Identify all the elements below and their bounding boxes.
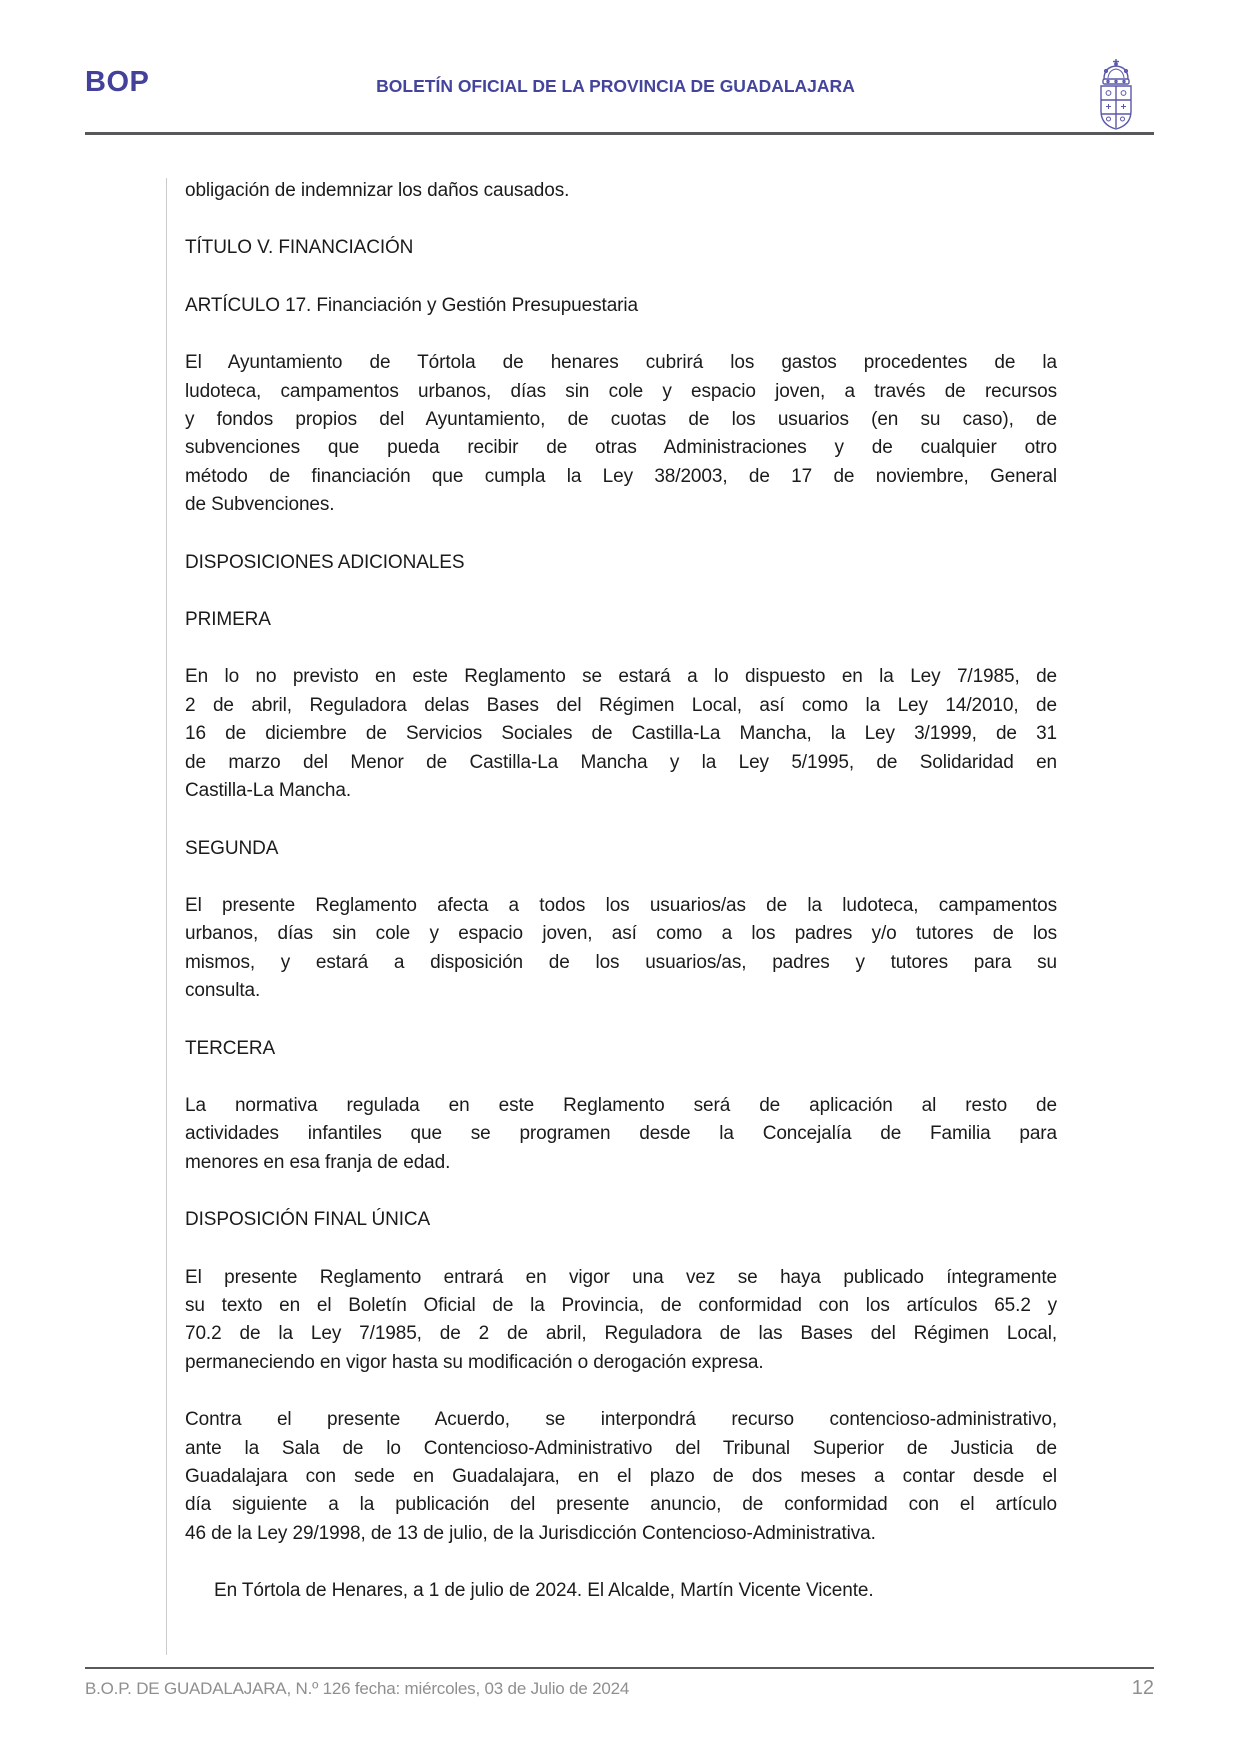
text-line: PRIMERA	[185, 609, 271, 631]
text-line: consulta.	[185, 980, 261, 1002]
text-line: de Subvenciones.	[185, 494, 335, 516]
page-footer	[85, 1677, 1154, 1700]
paragraph	[185, 663, 1057, 805]
paragraph	[185, 1406, 1057, 1548]
paragraph	[185, 292, 1057, 320]
paragraph	[185, 892, 1057, 1006]
text-line: El Ayuntamiento de Tórtola de henares cubrirá los gastos procedentes de la	[185, 352, 1057, 374]
text-line: método de financiación que cumpla la Ley 38/2003, de 17 de noviembre, General	[185, 465, 1057, 487]
page-number: 12	[1131, 1677, 1154, 1699]
paragraph	[185, 1264, 1057, 1378]
paragraph	[185, 549, 1057, 577]
text-line: La normativa regulada en este Reglamento será de aplicación al resto de	[185, 1094, 1057, 1116]
text-line: actividades infantiles que se programen desde la Concejalía de Familia para	[185, 1123, 1057, 1145]
page-header	[85, 52, 1155, 132]
text-line: 2 de abril, Reguladora delas Bases del Régimen Local, así como la Ley 14/2010, de	[185, 694, 1057, 716]
paragraph	[185, 234, 1057, 262]
bop-logo: BOP	[85, 66, 150, 98]
paragraph	[185, 349, 1057, 519]
text-line: El presente Reglamento afecta a todos los usuarios/as de la ludoteca, campamentos	[185, 894, 1057, 916]
text-line: ARTÍCULO 17. Financiación y Gestión Presupuestaria	[185, 294, 638, 316]
text-line: DISPOSICIÓN FINAL ÚNICA	[185, 1209, 431, 1231]
text-line: SEGUNDA	[185, 837, 279, 859]
text-line: y fondos propios del Ayuntamiento, de cuotas de los usuarios (en su caso), de	[185, 409, 1057, 431]
paragraph	[185, 1035, 1057, 1063]
text-line: ludoteca, campamentos urbanos, días sin cole y espacio joven, a través de recursos	[185, 380, 1057, 402]
text-line: urbanos, días sin cole y espacio joven, así como a los padres y/o tutores de los	[185, 923, 1057, 945]
text-line: Castilla-La Mancha.	[185, 780, 352, 802]
text-line: DISPOSICIONES ADICIONALES	[185, 551, 465, 573]
paragraph	[185, 606, 1057, 634]
text-line: 46 de la Ley 29/1998, de 13 de julio, de la Jurisdicción Contencioso-Administrativa.	[185, 1522, 876, 1544]
paragraph	[185, 1092, 1057, 1177]
text-line: día siguiente a la publicación del presente anuncio, de conformidad con el artículo	[185, 1494, 1057, 1516]
text-line: En lo no previsto en este Reglamento se estará a lo dispuesto en la Ley 7/1985, de	[185, 666, 1057, 688]
text-line: En Tórtola de Henares, a 1 de julio de 2024. El Alcalde, Martín Vicente Vicente.	[214, 1580, 874, 1602]
text-line: 70.2 de la Ley 7/1985, de 2 de abril, Reguladora de las Bases del Régimen Local,	[185, 1323, 1057, 1345]
text-line: Guadalajara con sede en Guadalajara, en el plazo de dos meses a contar desde el	[185, 1466, 1057, 1487]
text-line: ante la Sala de lo Contencioso-Administrativo del Tribunal Superior de Justicia de	[185, 1437, 1057, 1459]
paragraph	[185, 177, 1057, 205]
text-line: permaneciendo en vigor hasta su modificación o derogación expresa.	[185, 1351, 764, 1373]
paragraph	[185, 1206, 1057, 1234]
paragraph	[185, 1577, 1057, 1605]
text-line: de marzo del Menor de Castilla-La Mancha y la Ley 5/1995, de Solidaridad en	[185, 751, 1057, 773]
text-line: 16 de diciembre de Servicios Sociales de Castilla-La Mancha, la Ley 3/1999, de 31	[185, 723, 1057, 745]
provincial-crest-icon	[1091, 54, 1141, 132]
text-line: subvenciones que pueda recibir de otras Administraciones y de cualquier otro	[185, 437, 1057, 459]
text-line: El presente Reglamento entrará en vigor una vez se haya publicado íntegramente	[185, 1266, 1057, 1288]
text-line: menores en esa franja de edad.	[185, 1151, 451, 1173]
bulletin-title: BOLETÍN OFICIAL DE LA PROVINCIA DE GUADALAJARA	[376, 76, 855, 96]
header-divider	[85, 132, 1154, 135]
text-line: Contra el presente Acuerdo, se interpondrá recurso contencioso-administrativo,	[185, 1409, 1057, 1431]
footer-issue-info: B.O.P. DE GUADALAJARA, N.º 126 fecha: miércoles, 03 de Julio de 2024	[85, 1679, 630, 1698]
text-line: obligación de indemnizar los daños causados.	[185, 180, 570, 201]
document-body	[185, 177, 1057, 1606]
left-margin-rule	[166, 178, 167, 1655]
text-line: mismos, y estará a disposición de los usuarios/as, padres y tutores para su	[185, 951, 1057, 973]
text-line: su texto en el Boletín Oficial de la Provincia, de conformidad con los artículos 65.2 y	[185, 1294, 1057, 1316]
paragraph	[185, 835, 1057, 863]
footer-divider	[85, 1667, 1154, 1669]
text-line: TÍTULO V. FINANCIACIÓN	[185, 237, 414, 259]
text-line: TERCERA	[185, 1037, 276, 1059]
